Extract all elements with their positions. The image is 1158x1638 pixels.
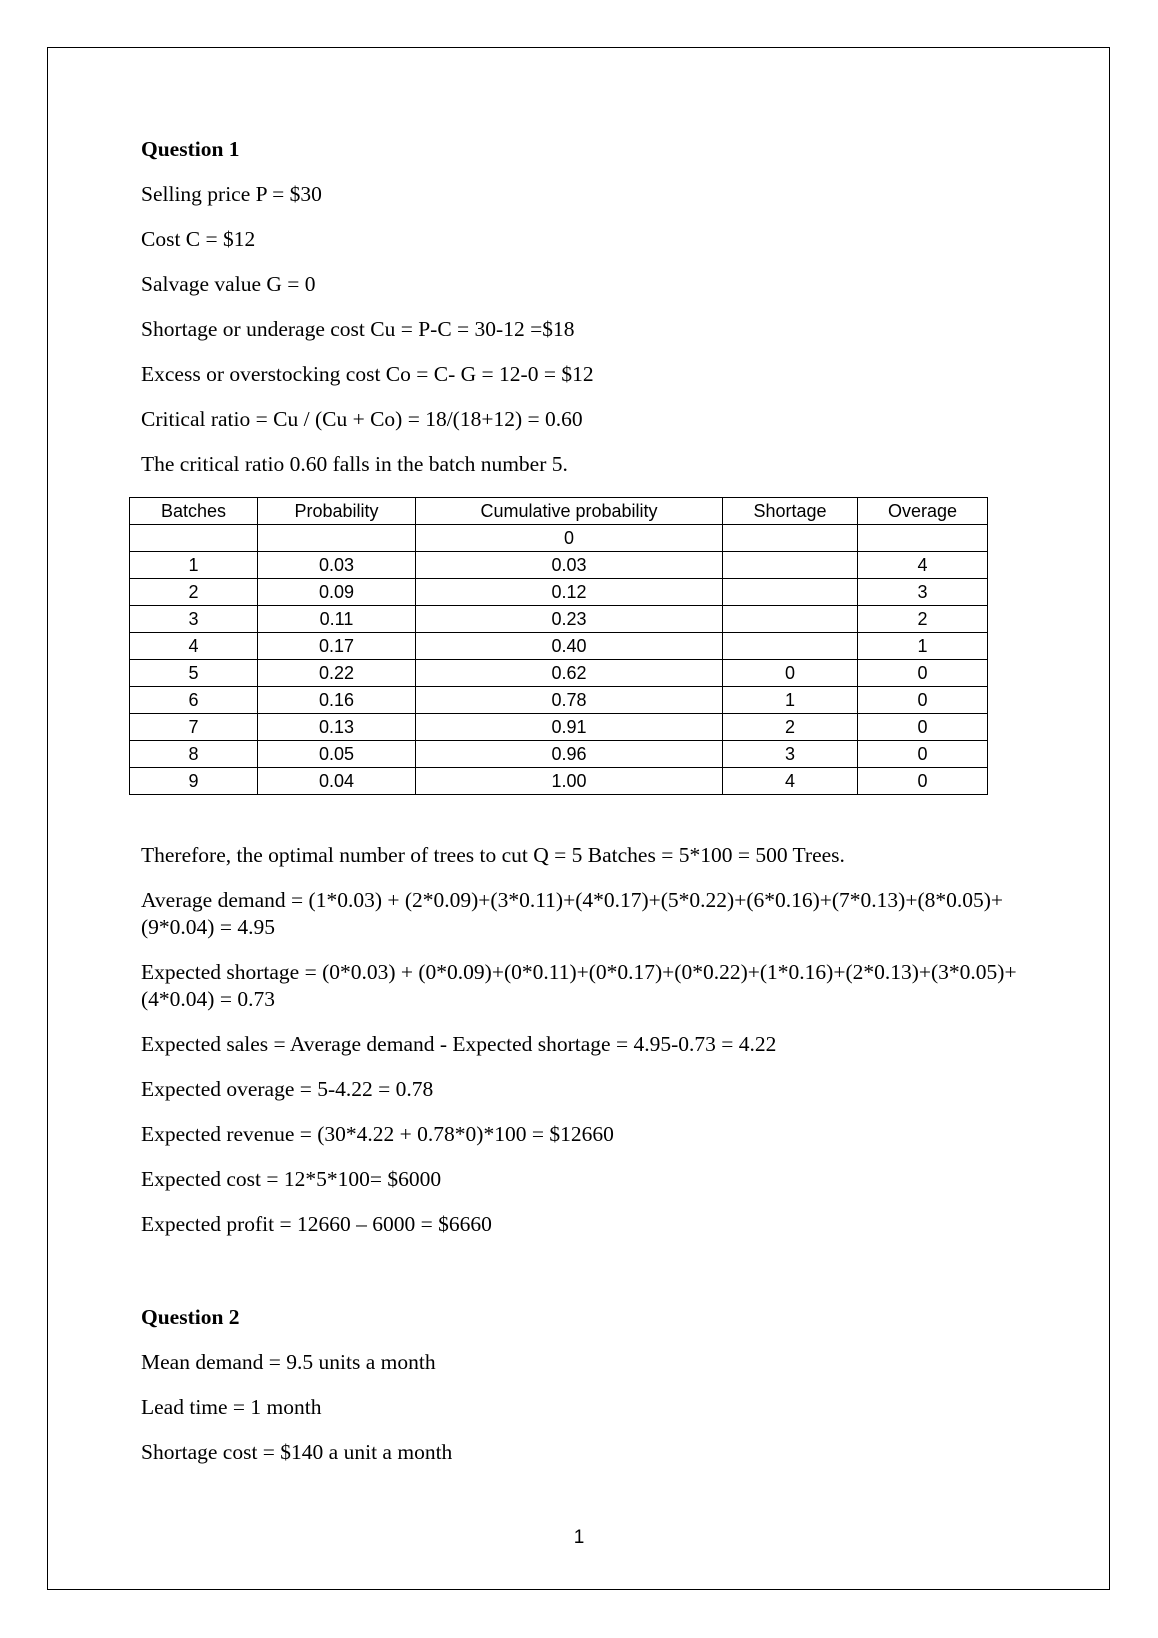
table-row — [130, 579, 988, 606]
header-batches: Batches — [130, 498, 258, 525]
batch-table — [129, 497, 988, 795]
cell-cumulative: 0.78 — [416, 687, 723, 714]
table-row — [130, 660, 988, 687]
cell-probability: 0.04 — [258, 768, 416, 795]
table-row — [130, 525, 988, 552]
cell-cumulative: 0.40 — [416, 633, 723, 660]
cell-shortage — [723, 552, 858, 579]
cell-probability — [258, 525, 416, 552]
cell-probability: 0.13 — [258, 714, 416, 741]
cell-overage: 3 — [858, 579, 988, 606]
table-row — [130, 768, 988, 795]
cell-probability: 0.05 — [258, 741, 416, 768]
question-1-heading: Question 1 — [141, 137, 240, 161]
cell-batch: 1 — [130, 552, 258, 579]
header-cumulative-probability: Cumulative probability — [416, 498, 723, 525]
cell-cumulative: 0.96 — [416, 741, 723, 768]
cell-probability: 0.09 — [258, 579, 416, 606]
table-row — [130, 687, 988, 714]
header-shortage: Shortage — [723, 498, 858, 525]
cell-batch: 4 — [130, 633, 258, 660]
results-section — [141, 842, 1041, 1256]
cell-shortage: 0 — [723, 660, 858, 687]
table-header-row — [130, 498, 988, 525]
expected-cost-line: Expected cost = 12*5*100= $6000 — [141, 1167, 442, 1191]
cell-batch: 7 — [130, 714, 258, 741]
cell-shortage — [723, 633, 858, 660]
overstocking-cost-line: Excess or overstocking cost Co = C- G = 12-0 = $12 — [141, 362, 594, 386]
cell-batch: 9 — [130, 768, 258, 795]
cell-cumulative: 1.00 — [416, 768, 723, 795]
cell-shortage: 3 — [723, 741, 858, 768]
cell-overage: 0 — [858, 660, 988, 687]
header-probability: Probability — [258, 498, 416, 525]
cell-batch: 6 — [130, 687, 258, 714]
cell-cumulative: 0.62 — [416, 660, 723, 687]
table-row — [130, 552, 988, 579]
cell-probability: 0.16 — [258, 687, 416, 714]
cell-probability: 0.22 — [258, 660, 416, 687]
cell-overage: 2 — [858, 606, 988, 633]
table-row — [130, 741, 988, 768]
page-number: 1 — [573, 1527, 585, 1548]
underage-cost-line: Shortage or underage cost Cu = P-C = 30-12 =$18 — [141, 317, 575, 341]
critical-ratio-line: Critical ratio = Cu / (Cu + Co) = 18/(18+12) = 0.60 — [141, 407, 583, 431]
shortage-cost-line: Shortage cost = $140 a unit a month — [141, 1440, 453, 1464]
cell-overage: 0 — [858, 741, 988, 768]
cell-cumulative: 0.23 — [416, 606, 723, 633]
cell-cumulative: 0.12 — [416, 579, 723, 606]
cost-line: Cost C = $12 — [141, 227, 256, 251]
average-demand-line: Average demand = (1*0.03) + (2*0.09)+(3*0.11)+(4*0.17)+(5*0.22)+(6*0.16)+(7*0.13)+(8*0.05)+(9*0.04) = 4.95 — [141, 888, 1004, 939]
cell-shortage — [723, 579, 858, 606]
table-row — [130, 714, 988, 741]
selling-price-line: Selling price P = $30 — [141, 182, 322, 206]
cell-cumulative: 0 — [416, 525, 723, 552]
expected-shortage-line: Expected shortage = (0*0.03) + (0*0.09)+(0*0.11)+(0*0.17)+(0*0.22)+(1*0.16)+(2*0.13)+(3*0.05)+(4*0.04) = 0.73 — [141, 960, 1017, 1011]
expected-sales-line: Expected sales = Average demand - Expected shortage = 4.95-0.73 = 4.22 — [141, 1032, 777, 1056]
optimal-quantity-line: Therefore, the optimal number of trees to cut Q = 5 Batches = 5*100 = 500 Trees. — [141, 843, 845, 867]
cell-overage: 4 — [858, 552, 988, 579]
question-2-heading: Question 2 — [141, 1305, 240, 1329]
cell-probability: 0.17 — [258, 633, 416, 660]
cell-batch: 8 — [130, 741, 258, 768]
expected-overage-line: Expected overage = 5-4.22 = 0.78 — [141, 1077, 434, 1101]
critical-ratio-batch-line: The critical ratio 0.60 falls in the batch number 5. — [141, 452, 568, 476]
cell-batch: 2 — [130, 579, 258, 606]
cell-batch: 5 — [130, 660, 258, 687]
cell-cumulative: 0.91 — [416, 714, 723, 741]
cell-shortage: 1 — [723, 687, 858, 714]
lead-time-line: Lead time = 1 month — [141, 1395, 322, 1419]
question-1-section — [141, 136, 1041, 496]
cell-batch — [130, 525, 258, 552]
cell-overage — [858, 525, 988, 552]
cell-shortage — [723, 525, 858, 552]
header-overage: Overage — [858, 498, 988, 525]
table-row — [130, 633, 988, 660]
cell-overage: 1 — [858, 633, 988, 660]
cell-overage: 0 — [858, 687, 988, 714]
table-body — [130, 525, 988, 795]
batch-table-wrapper — [129, 497, 988, 795]
expected-profit-line: Expected profit = 12660 – 6000 = $6660 — [141, 1212, 492, 1236]
cell-overage: 0 — [858, 714, 988, 741]
cell-shortage: 2 — [723, 714, 858, 741]
cell-shortage: 4 — [723, 768, 858, 795]
expected-revenue-line: Expected revenue = (30*4.22 + 0.78*0)*100 = $12660 — [141, 1122, 614, 1146]
cell-batch: 3 — [130, 606, 258, 633]
question-2-section — [141, 1304, 1041, 1484]
cell-probability: 0.11 — [258, 606, 416, 633]
cell-shortage — [723, 606, 858, 633]
mean-demand-line: Mean demand = 9.5 units a month — [141, 1350, 436, 1374]
table-row — [130, 606, 988, 633]
cell-overage: 0 — [858, 768, 988, 795]
cell-probability: 0.03 — [258, 552, 416, 579]
cell-cumulative: 0.03 — [416, 552, 723, 579]
salvage-value-line: Salvage value G = 0 — [141, 272, 316, 296]
